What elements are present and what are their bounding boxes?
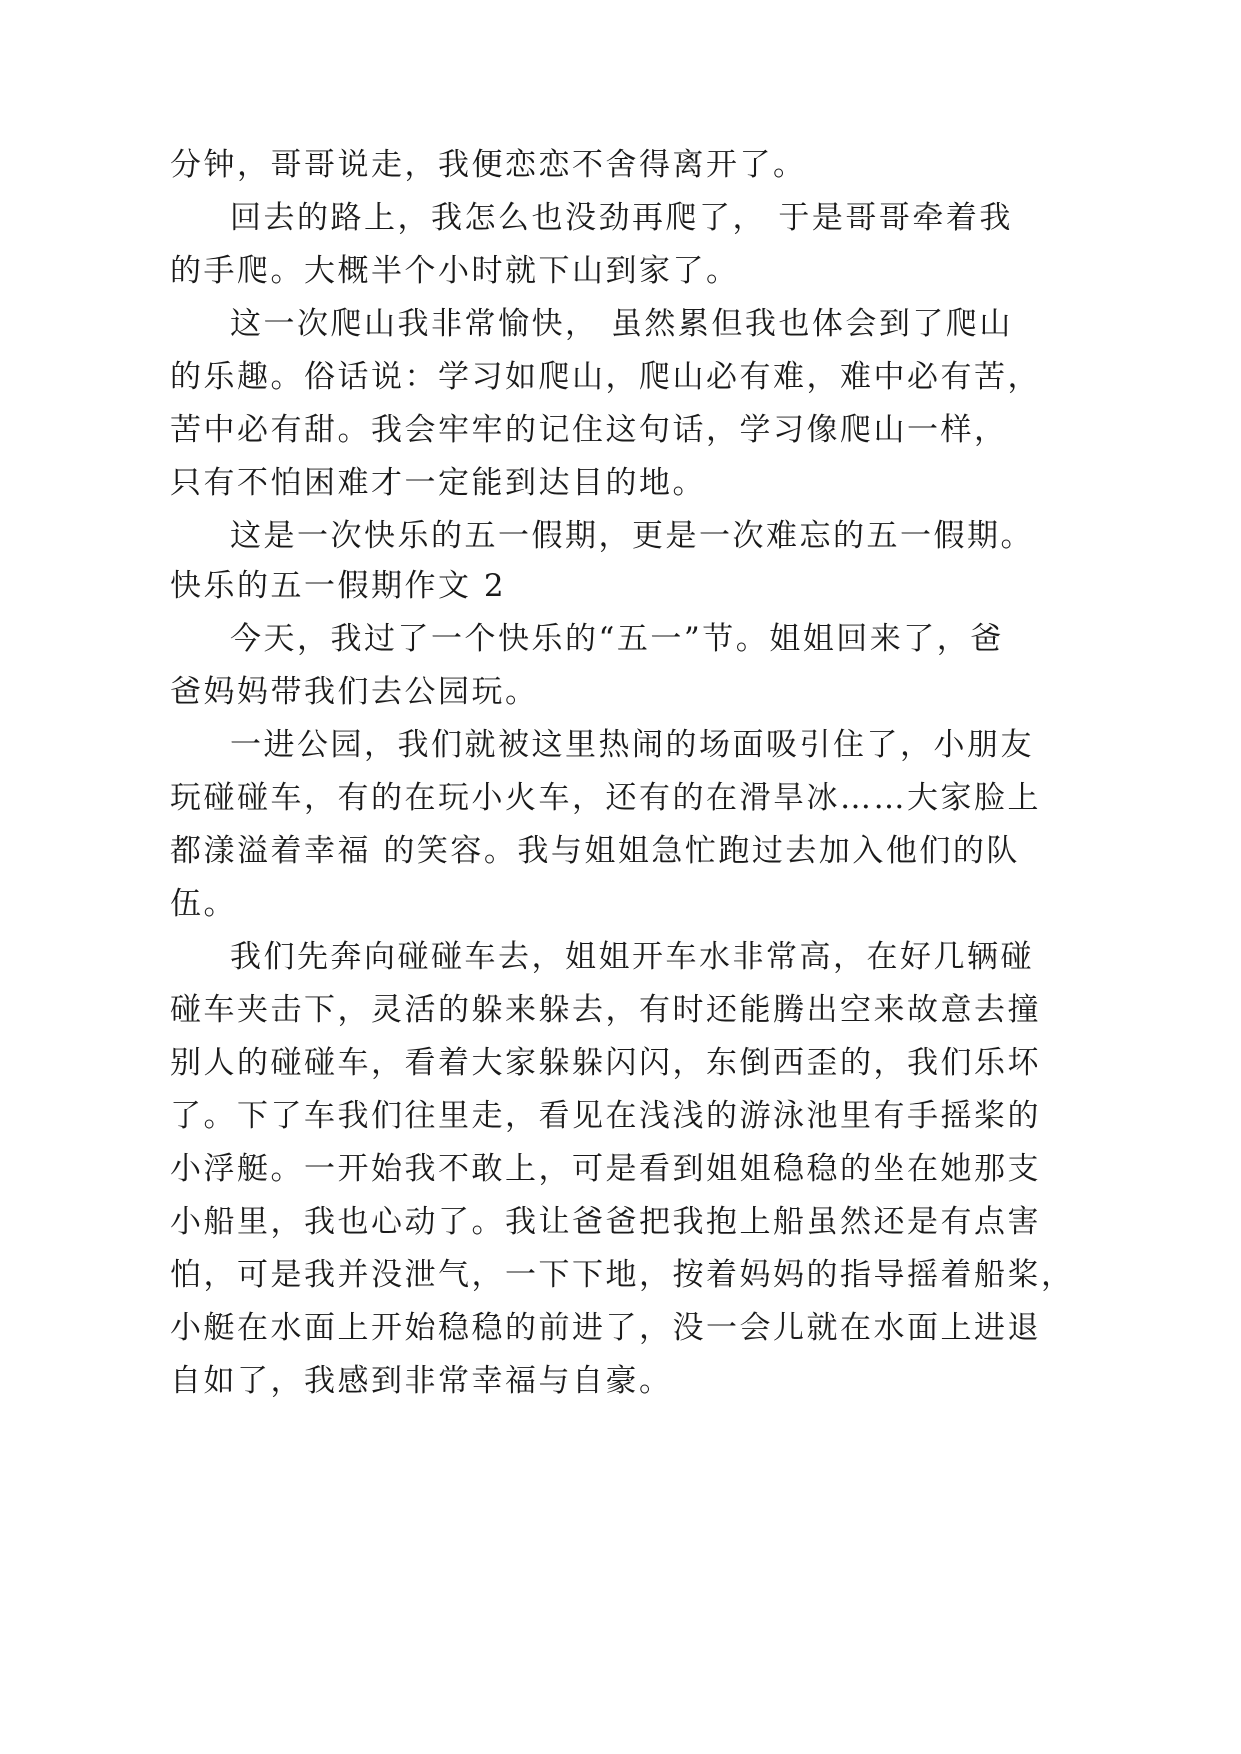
section-heading: 快乐的五一假期作文 2 — [170, 568, 507, 604]
text-line: 小浮艇。一开始我不敢上，可是看到姐姐稳稳的坐在她那支 — [170, 1151, 1041, 1187]
text-line: 别人的碰碰车，看着大家躲躲闪闪，东倒西歪的，我们乐坏 — [170, 1045, 1041, 1081]
text-line: 的乐趣。俗话说：学习如爬山，爬山必有难，难中必有苦， — [170, 359, 1041, 395]
text-line: 只有不怕困难才一定能到达目的地。 — [170, 465, 706, 501]
paragraph-first-line: 一进公园，我们就被这里热闹的场面吸引住了，小朋友 — [230, 727, 1034, 763]
text-line: 小艇在水面上开始稳稳的前进了，没一会儿就在水面上进退 — [170, 1310, 1041, 1346]
text-line: 怕，可是我并没泄气，一下下地，按着妈妈的指导摇着船桨， — [170, 1257, 1075, 1293]
text-line: 的手爬。大概半个小时就下山到家了。 — [170, 253, 740, 289]
text-line: 碰车夹击下，灵活的躲来躲去，有时还能腾出空来故意去撞 — [170, 992, 1041, 1028]
text-line: 爸妈妈带我们去公园玩。 — [170, 674, 539, 710]
text-line: 自如了，我感到非常幸福与自豪。 — [170, 1363, 673, 1399]
text-line: 分钟，哥哥说走，我便恋恋不舍得离开了。 — [170, 147, 807, 183]
text-line: 都漾溢着幸福 的笑容。我与姐姐急忙跑过去加入他们的队 — [170, 833, 1020, 869]
paragraph-first-line: 这是一次快乐的五一假期，更是一次难忘的五一假期。 — [230, 518, 1034, 554]
text-line: 伍。 — [170, 886, 237, 922]
paragraph-first-line: 我们先奔向碰碰车去，姐姐开车水非常高，在好几辆碰 — [230, 939, 1034, 975]
text-line: 玩碰碰车，有的在玩小火车，还有的在滑旱冰……大家脸上 — [170, 780, 1041, 816]
text-line: 了。下了车我们往里走，看见在浅浅的游泳池里有手摇桨的 — [170, 1098, 1041, 1134]
paragraph-first-line: 这一次爬山我非常愉快， 虽然累但我也体会到了爬山 — [230, 306, 1013, 342]
paragraph-first-line: 今天，我过了一个快乐的“五一”节。姐姐回来了，爸 — [230, 621, 1004, 657]
text-line: 小船里，我也心动了。我让爸爸把我抱上船虽然还是有点害 — [170, 1204, 1041, 1240]
text-line: 苦中必有甜。我会牢牢的记住这句话，学习像爬山一样， — [170, 412, 1008, 448]
paragraph-first-line: 回去的路上，我怎么也没劲再爬了， 于是哥哥牵着我 — [230, 200, 1013, 236]
